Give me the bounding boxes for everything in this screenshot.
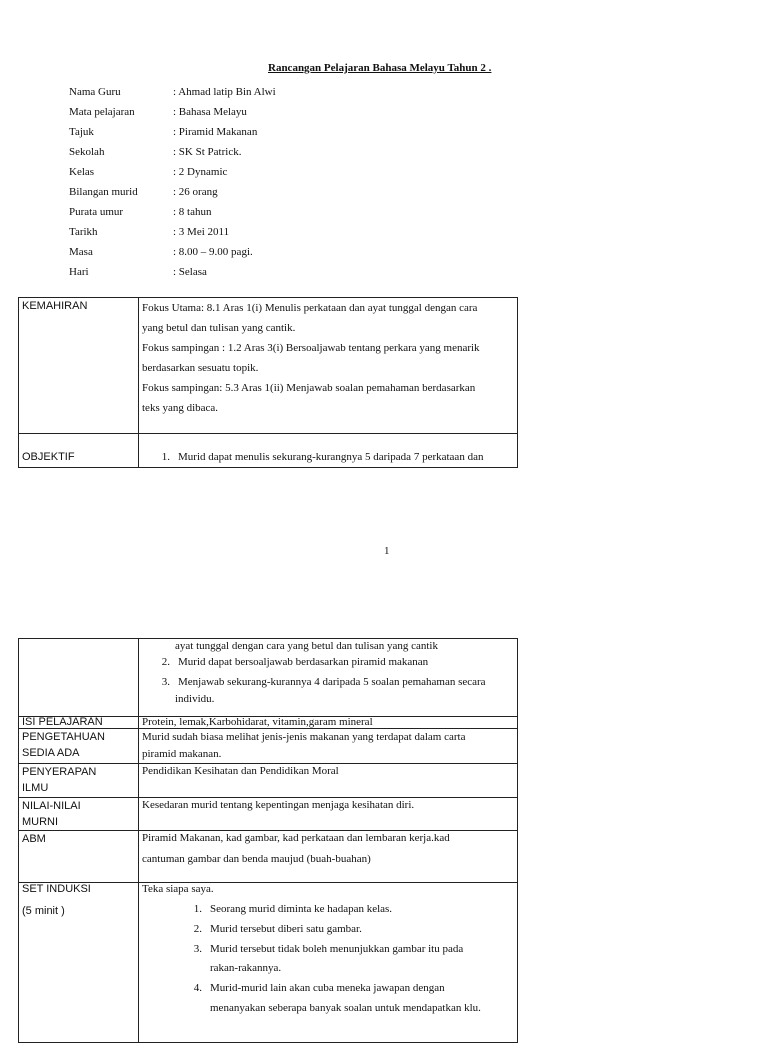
info-value: : 2 Dynamic bbox=[173, 166, 228, 178]
list-item bbox=[152, 653, 514, 673]
info-label: Mata pelajaran bbox=[69, 106, 135, 118]
label-line: MURNI bbox=[22, 816, 59, 828]
info-label: Nama Guru bbox=[69, 86, 121, 98]
list-text: Murid dapat bersoaljawab berdasarkan piramid makanan bbox=[178, 656, 429, 668]
list-number: 2. bbox=[193, 922, 202, 935]
list-text: Murid tersebut diberi satu gambar. bbox=[210, 922, 362, 935]
list-item-continuation bbox=[184, 959, 514, 979]
table-row-objektif-cont bbox=[19, 639, 518, 717]
list-item bbox=[142, 447, 514, 467]
objektif-cont-content bbox=[139, 639, 518, 717]
list-item-continuation bbox=[152, 639, 514, 653]
list-text: Seorang murid diminta ke hadapan kelas. bbox=[210, 903, 393, 915]
info-label: Bilangan murid bbox=[69, 186, 138, 198]
info-label: Tajuk bbox=[69, 126, 94, 138]
label-line: PENGETAHUAN bbox=[22, 731, 105, 743]
table-row-abm bbox=[19, 831, 518, 883]
label-line: SEDIA ADA bbox=[22, 747, 80, 759]
row-label-kemahiran: KEMAHIRAN bbox=[19, 298, 139, 434]
table-row-nilai bbox=[19, 798, 518, 831]
objektif-label: OBJEKTIF bbox=[22, 451, 75, 463]
list-item bbox=[184, 920, 514, 940]
label-line: NILAI-NILAI bbox=[22, 800, 81, 812]
list-item bbox=[184, 900, 514, 920]
row-label-penyerapan bbox=[19, 764, 139, 798]
list-text: rakan-rakannya. bbox=[210, 962, 282, 975]
text-line: Fokus sampingan : 1.2 Aras 3(i) Bersoaljawab tentang perkara yang menarik bbox=[142, 342, 480, 354]
text-line: piramid makanan. bbox=[142, 748, 222, 760]
label-line: SET INDUKSI bbox=[22, 883, 91, 895]
info-row-kelas bbox=[69, 162, 276, 182]
info-value: : 3 Mei 2011 bbox=[173, 226, 230, 238]
list-text: ayat tunggal dengan cara yang betul dan tulisan yang cantik bbox=[175, 640, 438, 652]
page-number: 1 bbox=[384, 545, 390, 557]
list-item-continuation bbox=[184, 999, 514, 1019]
lesson-table-page-2 bbox=[18, 638, 518, 1043]
pengetahuan-content bbox=[139, 729, 518, 764]
set-list bbox=[142, 900, 514, 1019]
row-label-set-induksi bbox=[19, 883, 139, 1043]
label-line: (5 minit ) bbox=[22, 905, 65, 917]
info-value: : SK St Patrick. bbox=[173, 146, 242, 158]
row-label-nilai bbox=[19, 798, 139, 831]
table-row-pengetahuan bbox=[19, 729, 518, 764]
row-label-empty bbox=[19, 639, 139, 717]
info-row-hari bbox=[69, 262, 276, 282]
info-value: : Selasa bbox=[173, 266, 207, 278]
info-row-tajuk bbox=[69, 122, 276, 142]
list-number: 1. bbox=[161, 451, 170, 463]
info-row-tarikh bbox=[69, 222, 276, 242]
list-number: 4. bbox=[193, 982, 202, 995]
info-label: Masa bbox=[69, 246, 93, 258]
table-row-isi-pelajaran bbox=[19, 717, 518, 729]
info-row-sekolah bbox=[69, 142, 276, 162]
table-row-penyerapan bbox=[19, 764, 518, 798]
table-row-set-induksi bbox=[19, 883, 518, 1043]
info-label: Sekolah bbox=[69, 146, 105, 158]
list-number: 1. bbox=[193, 903, 202, 915]
nilai-content: Kesedaran murid tentang kepentingan menjaga kesihatan diri. bbox=[139, 798, 518, 831]
kemahiran-content bbox=[139, 298, 518, 434]
row-label-abm: ABM bbox=[19, 831, 139, 883]
row-label-pengetahuan bbox=[19, 729, 139, 764]
info-label: Purata umur bbox=[69, 206, 124, 218]
objektif-content bbox=[139, 434, 518, 468]
list-text: Murid-murid lain akan cuba meneka jawapan dengan bbox=[210, 982, 445, 995]
set-heading: Teka siapa saya. bbox=[142, 883, 214, 895]
list-number: 3. bbox=[161, 675, 170, 688]
isi-pelajaran-content: Protein, lemak,Karbohidarat, vitamin,garam mineral bbox=[139, 717, 518, 729]
row-label-objektif bbox=[19, 434, 139, 468]
list-text: menanyakan seberapa banyak soalan untuk mendapatkan klu. bbox=[210, 1001, 481, 1014]
text-line: Piramid Makanan, kad gambar, kad perkataan dan lembaran kerja.kad bbox=[142, 832, 450, 844]
info-value: : Ahmad latip Bin Alwi bbox=[173, 86, 276, 98]
info-row-mata-pelajaran bbox=[69, 102, 276, 122]
info-label: Hari bbox=[69, 266, 89, 278]
list-number: 2. bbox=[161, 656, 170, 668]
info-value: : 8 tahun bbox=[173, 206, 212, 218]
info-row-bilangan-murid bbox=[69, 182, 276, 202]
lesson-table-page-1 bbox=[18, 297, 518, 468]
list-item bbox=[184, 979, 514, 999]
info-row-purata-umur bbox=[69, 202, 276, 222]
table-row-objektif bbox=[19, 434, 518, 468]
text-line: Murid sudah biasa melihat jenis-jenis makanan yang terdapat dalam carta bbox=[142, 731, 466, 743]
text-line: Fokus Utama: 8.1 Aras 1(i) Menulis perkataan dan ayat tunggal dengan cara bbox=[142, 302, 478, 314]
list-item bbox=[152, 673, 514, 693]
info-row-masa bbox=[69, 242, 276, 262]
info-value: : 26 orang bbox=[173, 186, 218, 198]
table-row-kemahiran bbox=[19, 298, 518, 434]
list-text: Murid tersebut tidak boleh menunjukkan gambar itu pada bbox=[210, 942, 464, 955]
info-row-nama-guru bbox=[69, 82, 276, 102]
text-line: yang betul dan tulisan yang cantik. bbox=[142, 322, 296, 334]
text-line: teks yang dibaca. bbox=[142, 402, 219, 414]
list-item bbox=[184, 940, 514, 960]
list-text: Murid dapat menulis sekurang-kurangnya 5 daripada 7 perkataan dan bbox=[178, 451, 484, 463]
text-line: cantuman gambar dan benda maujud (buah-buahan) bbox=[142, 853, 371, 865]
row-label-isi-pelajaran: ISI PELAJARAN bbox=[19, 717, 139, 729]
text-line: berdasarkan sesuatu topik. bbox=[142, 362, 259, 374]
penyerapan-content: Pendidikan Kesihatan dan Pendidikan Moral bbox=[139, 764, 518, 798]
info-label: Kelas bbox=[69, 166, 95, 178]
info-value: : Piramid Makanan bbox=[173, 126, 258, 138]
list-item-continuation bbox=[152, 692, 514, 706]
document-title: Rancangan Pelajaran Bahasa Melayu Tahun 2 . bbox=[268, 62, 492, 74]
list-text: individu. bbox=[175, 693, 215, 705]
info-value: : 8.00 – 9.00 pagi. bbox=[173, 246, 253, 258]
list-text: Menjawab sekurang-kurannya 4 daripada 5 soalan pemahaman secara bbox=[178, 675, 486, 688]
label-line: PENYERAPAN bbox=[22, 766, 97, 778]
label-line: ILMU bbox=[22, 782, 49, 794]
abm-content bbox=[139, 831, 518, 883]
text-line: Fokus sampingan: 5.3 Aras 1(ii) Menjawab soalan pemahaman berdasarkan bbox=[142, 382, 476, 394]
info-value: : Bahasa Melayu bbox=[173, 106, 247, 118]
info-label: Tarikh bbox=[69, 226, 98, 238]
list-number: 3. bbox=[193, 942, 202, 955]
lesson-info bbox=[69, 82, 276, 282]
set-induksi-content bbox=[139, 883, 518, 1043]
